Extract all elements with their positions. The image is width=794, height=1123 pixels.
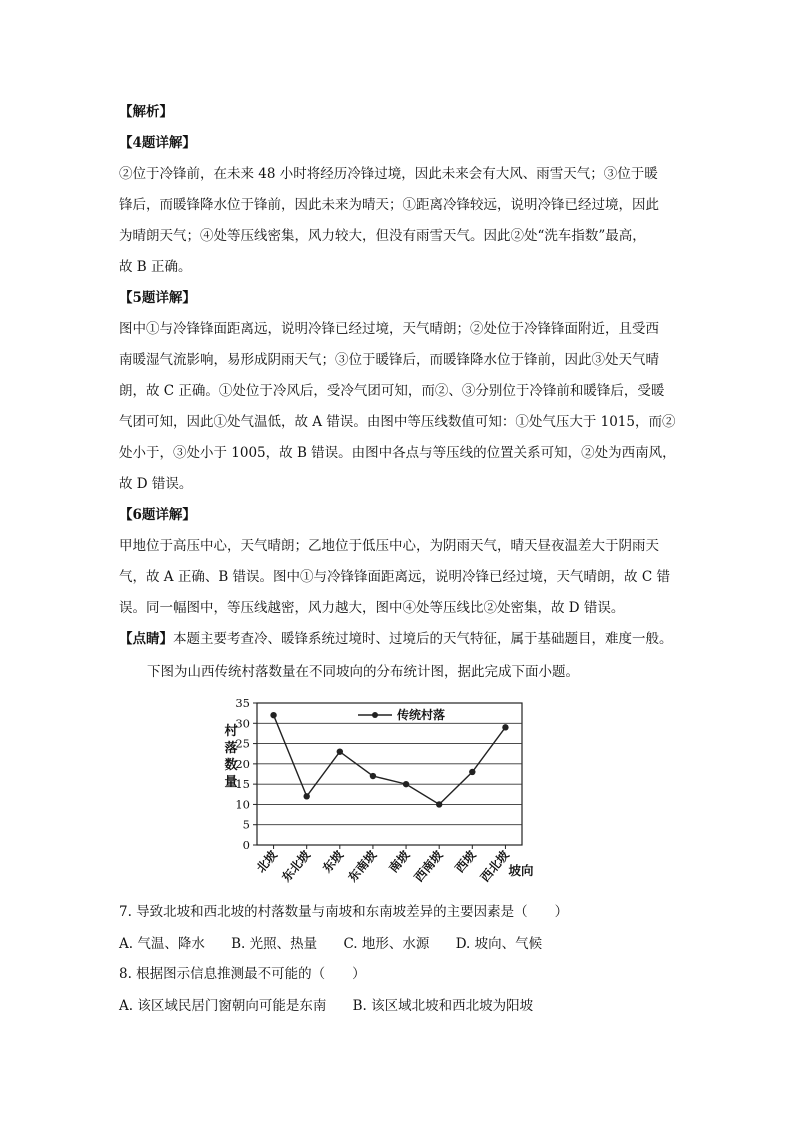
y-tick-label: 30 (235, 716, 250, 731)
q5-line: 故 D 错误。 (119, 476, 193, 492)
q5-line: 气团可知，因此①处气温低，故 A 错误。由图中等压线数值可知：①处气压大于 1015，而② (119, 414, 676, 430)
y-tick-label: 20 (235, 756, 250, 771)
y-tick-label: 5 (242, 817, 250, 832)
y-tick-label: 25 (235, 736, 250, 751)
x-tick-label: 西坡 (452, 847, 479, 876)
q6-line: 甲地位于高压中心，天气晴朗；乙地位于低压中心，为阴雨天气，晴天昼夜温差大于阴雨天 (119, 538, 659, 554)
q4-line: ②位于冷锋前，在未来 48 小时将经历冷锋过境，因此未来会有大风、雨雪天气；③位于暖 (119, 166, 658, 182)
tip-paragraph (119, 629, 673, 649)
analysis-heading: 【解析】 (119, 104, 173, 120)
option-d[interactable]: D. 坡向、气候 (455, 936, 543, 952)
y-tick-label: 15 (235, 777, 250, 792)
question-8-stem: 8. 根据图示信息推测最不可能的（ ） (119, 966, 366, 982)
option-b[interactable]: B. 光照、热量 (231, 936, 318, 952)
legend-label: 传统村落 (397, 708, 446, 722)
plot-frame (257, 703, 522, 845)
x-tick-label: 东南坡 (345, 847, 380, 885)
x-axis-label: 坡向 (508, 863, 534, 878)
q6-line: 气，故 A 正确、B 错误。图中①与冷锋锋面距离远，说明冷锋已经过境，天气晴朗，故 C 错 (119, 569, 670, 585)
data-point (403, 781, 409, 787)
q4-line: 故 B 正确。 (119, 259, 192, 275)
legend-marker (372, 712, 378, 718)
slope-village-chart (215, 695, 535, 885)
q6-line: 误。同一幅图中，等压线越密，风力越大，图中④处等压线比②处密集，故 D 错误。 (119, 600, 625, 616)
y-tick-label: 10 (235, 797, 250, 812)
y-axis-label-char: 数 (224, 758, 238, 773)
data-point (370, 773, 376, 779)
data-point (270, 712, 276, 718)
q5-line: 图中①与冷锋锋面距离远，说明冷锋已经过境，天气晴朗；②处位于冷锋锋面附近，且受西 (119, 321, 659, 337)
option-c[interactable]: C. 地形、水源 (343, 936, 430, 952)
question-7-stem: 7. 导致北坡和西北坡的村落数量与南坡和东南坡差异的主要因素是（ ） (119, 904, 569, 920)
data-point (337, 748, 343, 754)
y-axis-label-char: 量 (224, 775, 238, 790)
q6-heading: 【6题详解】 (119, 507, 196, 523)
q5-line: 南暖湿气流影响，易形成阴雨天气；③位于暖锋后，而暖锋降水位于锋前，因此③处天气晴 (119, 352, 659, 368)
option-a[interactable]: A. 气温、降水 (119, 936, 205, 952)
x-tick-label: 南坡 (386, 847, 413, 876)
option-a[interactable]: A. 该区域民居门窗朝向可能是东南 (119, 998, 327, 1014)
data-point (502, 724, 508, 730)
option-b[interactable]: B. 该区域北坡和西北坡为阳坡 (352, 998, 534, 1014)
q5-heading: 【5题详解】 (119, 290, 196, 306)
q4-line: 为晴朗天气；④处等压线密集，风力较大，但没有雨雪天气。因此②处“洗车指数”最高， (119, 228, 646, 244)
q4-line: 锋后，而暖锋降水位于锋前，因此未来为晴天；①距离冷锋较远，说明冷锋已经过境，因此 (119, 197, 659, 213)
series-line (274, 715, 506, 804)
q4-heading: 【4题详解】 (119, 135, 196, 151)
y-axis-label-char: 村 (224, 724, 238, 739)
tip-text: 本题主要考查冷、暖锋系统过境时、过境后的天气特征，属于基础题目，难度一般。 (173, 631, 673, 647)
chart-svg (215, 695, 535, 885)
data-point (436, 801, 442, 807)
data-point (469, 769, 475, 775)
x-tick-label: 东北坡 (279, 847, 313, 885)
y-tick-label: 0 (242, 838, 250, 852)
question-8-options (119, 996, 533, 1016)
x-tick-label: 西北坡 (477, 847, 512, 885)
question-7-options (119, 934, 542, 954)
x-tick-label: 西南坡 (411, 847, 446, 885)
x-tick-label: 北坡 (253, 847, 280, 876)
y-axis-label-char: 落 (224, 741, 238, 756)
tip-label: 【点睛】 (119, 631, 173, 647)
chart-intro: 下图为山西传统村落数量在不同坡向的分布统计图，据此完成下面小题。 (147, 664, 579, 680)
q5-line: 朗，故 C 正确。①处位于冷风后，受冷气团可知，而②、③分别位于冷锋前和暖锋后，受暖 (119, 383, 665, 399)
data-point (303, 793, 309, 799)
x-tick-label: 东坡 (319, 847, 347, 876)
y-tick-label: 35 (235, 696, 250, 710)
q5-line: 处小于，③处小于 1005，故 B 错误。由图中各点与等压线的位置关系可知，②处为西南风， (119, 445, 676, 461)
